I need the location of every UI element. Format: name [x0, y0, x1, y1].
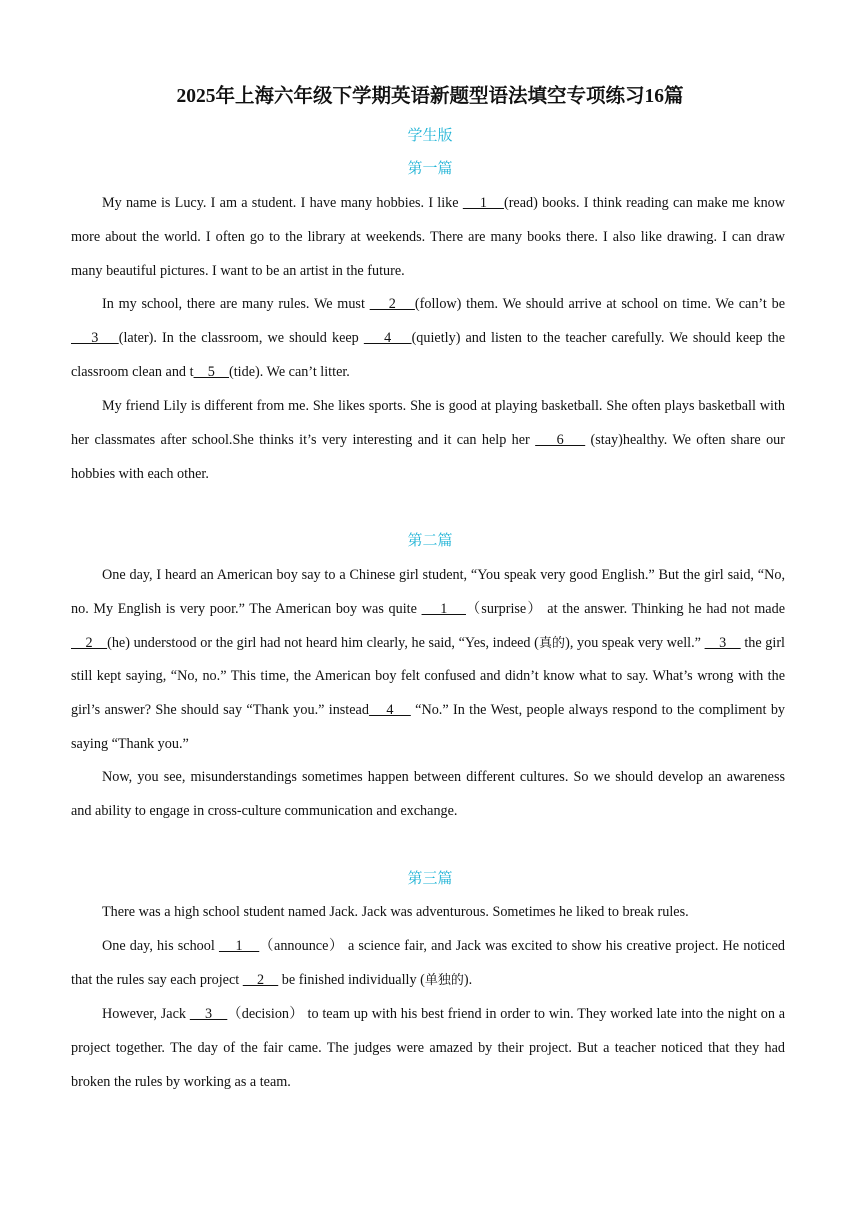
section-2-heading: 第二篇 — [407, 533, 453, 549]
text-run: (tide). We can’t litter. — [229, 363, 350, 380]
text-run: My name is Lucy. I am a student. I have many hobbies. I like — [102, 195, 463, 211]
section-2-paragraph-1 — [71, 559, 785, 762]
text-run: (later). In the classroom, we should keep — [118, 329, 364, 346]
text-run: （surprise） at the answer. Thinking he had not made — [465, 600, 785, 617]
blank-4[interactable]: 4 — [368, 702, 411, 719]
text-run: (he) understood or the girl had not heard him clearly, he said, “Yes, indeed ( — [107, 634, 539, 651]
section-3-paragraph-2 — [71, 930, 785, 998]
text-run: （announce） a science fair, and Jack was excited to show his creative project. He noticed that the rules say each project — [71, 938, 785, 988]
section-1-paragraph-2 — [71, 288, 785, 389]
text-run: the girl still kept saying, “No, no.” This time, the American boy felt confused and didn’t know what to say. What’s wrong with the girl’s answer? She should say “Thank you.” instead — [71, 634, 785, 719]
text-run: “No.” In the West, people always respond to the compliment by saying “Thank you.” — [71, 702, 786, 752]
text-run: (stay)healthy. We often share our hobbies with each other. — [71, 431, 786, 482]
text-run: One day, his school — [102, 938, 219, 954]
text-run: (read) books. I think reading can make me know more about the world. I often go to the library at weekends. There are many books there. I also like drawing. I can draw many beautiful pictures. I want to be an artist in the future. — [71, 195, 786, 279]
text-run: （decision） to team up with his best friend in order to win. They worked late into the night on a project together. The day of the fair came. The judges were amazed by their project. But a teacher noticed that they had broken the rules by working as a team. — [71, 1006, 786, 1090]
blank-2[interactable]: 2 — [71, 634, 108, 651]
chinese-gloss: 真的 — [538, 635, 566, 651]
section-3-paragraph-3 — [71, 998, 785, 1099]
text-run: One day, I heard an American boy say to a Chinese girl student, “You speak very good English.” But the girl said, “No, no. My English is very poor.” The American boy was quite — [71, 567, 785, 617]
document-title: 2025年上海六年级下学期英语新题型语法填空专项练习16篇 — [176, 86, 684, 107]
text-run: ). — [463, 971, 473, 988]
blank-4[interactable]: 4 — [363, 329, 412, 346]
blank-1[interactable]: 1 — [421, 600, 466, 617]
text-run: However, Jack — [102, 1006, 190, 1022]
section-3-paragraph-1: There was a high school student named Jack. Jack was adventurous. Sometimes he liked to break rules. — [102, 904, 689, 920]
text-run: In my school, there are many rules. We must — [102, 296, 370, 312]
blank-6[interactable]: 6 — [535, 431, 586, 448]
blank-2[interactable]: 2 — [242, 971, 279, 988]
section-2-paragraph-2: Now, you see, misunderstandings sometimes happen between different cultures. So we should develop an awareness and ability to engage in cross-culture communication and exchange. — [71, 769, 785, 819]
blank-1[interactable]: 1 — [462, 195, 504, 211]
section-1-heading: 第一篇 — [407, 161, 453, 177]
blank-3[interactable]: 3 — [71, 329, 119, 346]
blank-3[interactable]: 3 — [704, 634, 741, 651]
section-1-paragraph-3 — [71, 390, 785, 491]
text-run: be finished individually ( — [278, 971, 425, 988]
text-run: My friend Lily is different from me. She likes sports. She is good at playing basketball. She often plays basketball with her classmates after school.She thinks it’s very interesting and it can help her — [71, 398, 785, 448]
text-run: (quietly) and listen to the teacher carefully. We should keep the classroom clean and t — [71, 329, 786, 380]
section-1-paragraph-1 — [71, 187, 785, 288]
text-run: ), you speak very well.” — [565, 634, 705, 651]
version-label: 学生版 — [407, 128, 453, 144]
blank-2[interactable]: 2 — [369, 296, 415, 312]
blank-5[interactable]: 5 — [193, 363, 229, 380]
text-run: (follow) them. We should arrive at school on time. We can’t be — [414, 296, 785, 312]
blank-3[interactable]: 3 — [189, 1006, 228, 1022]
chinese-gloss: 单独的 — [424, 972, 464, 988]
section-3-heading: 第三篇 — [407, 871, 453, 887]
blank-1[interactable]: 1 — [218, 938, 260, 954]
